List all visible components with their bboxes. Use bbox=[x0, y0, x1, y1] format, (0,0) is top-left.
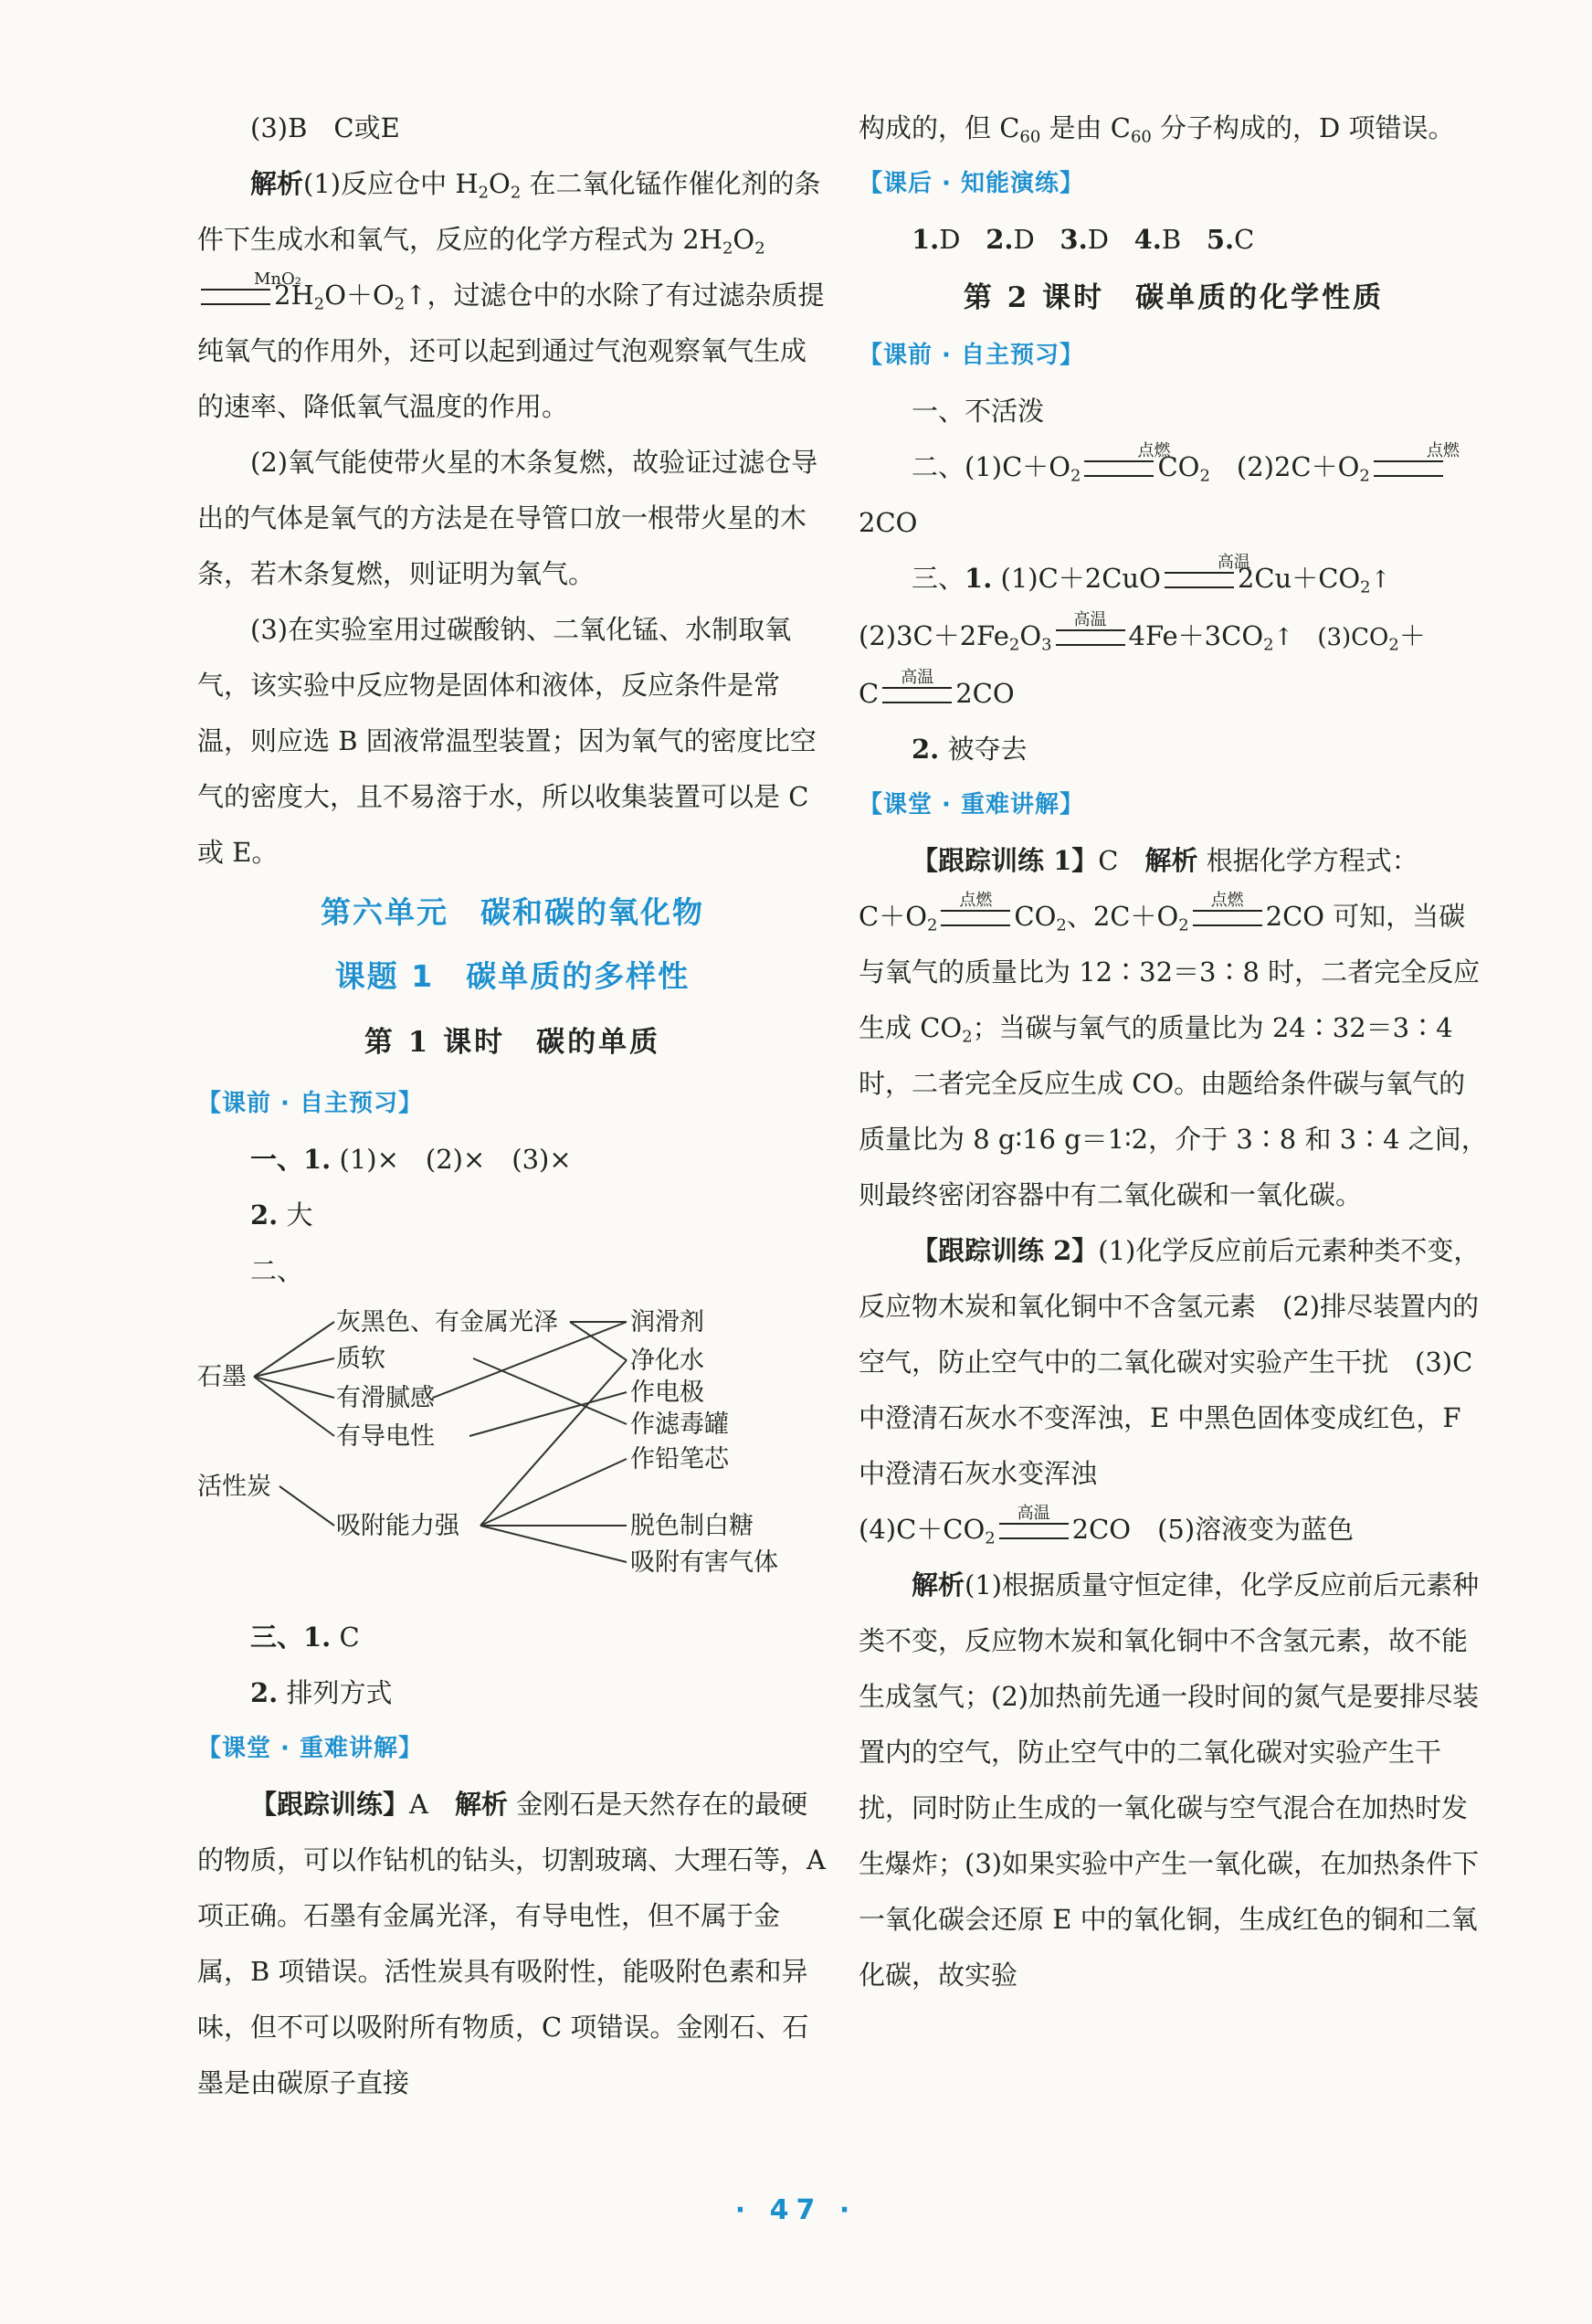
reaction-condition: MnO₂ bbox=[201, 289, 270, 305]
answer-line: $(2)3C+2Fe_2O_3$ 高温 $4Fe+3CO_2↑$ $(3)CO_2+$ bbox=[859, 610, 1426, 655]
tracking-exercise: 【跟踪训练 2】(1)化学反应前后元素种类不变，反应物木炭和氧化铜中不含氢元素 (2)排尽装置内的空气，防止空气中的二氧化碳对实验产生干扰 (3)C 中澄清石灰水不变浑浊，E 中黑色固体变成红色，F 中澄清石灰水变浑浊 bbox=[859, 1235, 1481, 1489]
analysis-paragraph: (3)在实验室用过碳酸钠、二氧化锰、水制取氧气，该实验中反应物是固体和液体，反应条件是常温，则应选 B 固液常温型装置；因为氧气的密度比空气的密度大，且不易溶于水，所以收集装置可以是 C 或 E。 bbox=[197, 614, 817, 868]
analysis-paragraph: 解析(1)根据质量守恒定律，化学反应前后元素种类不变，反应物木炭和氧化铜中不含氢元素，故不能生成氢气；(2)加热前先通一段时间的氮气是要排尽装置内的空气，防止空气中的二氧化碳对实验产生干扰，同时防止生成的一氧化碳与空气混合在加热时发生爆炸；(3)如果实验中产生一氧化碳，在加热条件下一氧化碳会还原 E 中的氧化铜，生成红色的铜和二氧化碳，故实验 bbox=[859, 1569, 1480, 1991]
answer-line: C 高温 2CO bbox=[859, 668, 1015, 709]
diagram-left-item: 活性炭 bbox=[197, 1473, 271, 1501]
diagram-right-item: 作滤毒罐 bbox=[630, 1410, 729, 1439]
analysis-paragraph: (2)氧气能使带火星的木条复燃，故验证过滤仓导出的气体是氧气的方法是在导管口放一根带火星的木条，若木条复燃，则证明为氧气。 bbox=[197, 447, 818, 589]
right-column bbox=[859, 100, 1489, 2003]
diagram-right-item: 润滑剂 bbox=[630, 1308, 704, 1336]
matching-diagram bbox=[197, 1299, 828, 1610]
answer-line: 二、$(1)C+O_2$ 点燃 $CO_2$ $(2)2C+O_2$ 点燃 2CO bbox=[859, 441, 1460, 538]
answer-line: 一、不活泼 bbox=[912, 396, 1045, 427]
lesson-title: 第 1 课时 碳的单质 bbox=[364, 1026, 661, 1059]
tracking-exercise: $C+O_2$ 点燃 $CO_2$、$2C+O_2$ 点燃 2CO 可知，当碳与氧气的质量比为 12∶32＝3∶8 时，二者完全反应生成 $CO_2$；当碳与氧气的质量比为 24∶32＝3∶4 时，二者完全反应生成 CO。由题给条件碳与氧气的质量比为 8 g∶16 g＝1∶2，介于 3∶8 和 3∶4 之间，则最终密闭容器中有二氧化碳和一氧化碳。 bbox=[859, 891, 1488, 1210]
answer-line: 2. 排列方式 bbox=[250, 1677, 393, 1708]
diagram-right-item: 作电极 bbox=[630, 1379, 704, 1407]
page-number: · 47 · bbox=[734, 2194, 858, 2226]
topic-title: 课题 1 碳单质的多样性 bbox=[334, 958, 691, 994]
unit-title: 第六单元 碳和碳的氧化物 bbox=[321, 894, 704, 930]
diagram-right-item: 净化水 bbox=[630, 1347, 704, 1375]
analysis-paragraph: 解析(1)反应仓中 $H_2O_2$ 在二氧化锰作催化剂的条件下生成水和氧气，反应的化学方程式为 $2H_2O_2$ MnO₂ $2H_2O+O_2↑$，过滤仓中的水除了有过滤杂质提纯氧气的作用外，还可以起到通过气泡观察氧气生成的速率、降低氧气温度的作用。 bbox=[197, 168, 825, 422]
answer-line: 三、1. C bbox=[250, 1622, 360, 1653]
section-tag: 【课堂 · 重难讲解】 bbox=[197, 1735, 423, 1762]
answer-line: 一、1. (1)× (2)× (3)× bbox=[250, 1144, 572, 1175]
answer-line: 2. 大 bbox=[250, 1199, 313, 1231]
diagram-middle-item: 有导电性 bbox=[336, 1422, 435, 1451]
diagram-middle-item: 有滑腻感 bbox=[336, 1384, 435, 1412]
lesson-title: 第 2 课时 碳单质的化学性质 bbox=[963, 281, 1385, 314]
diagram-middle-item: 质软 bbox=[336, 1345, 385, 1373]
answer-line: 三、1. (1)C＋2CuO 高温 $2Cu+CO_2↑$ bbox=[912, 553, 1391, 597]
answer-line: $(4)C+CO_2$ 高温 2CO (5)溶液变为蓝色 bbox=[859, 1504, 1355, 1548]
left-column bbox=[197, 100, 828, 2111]
diagram-middle-item: 吸附能力强 bbox=[336, 1512, 459, 1540]
diagram-right-item: 脱色制白糖 bbox=[630, 1512, 754, 1540]
section-tag: 【课堂 · 重难讲解】 bbox=[859, 791, 1084, 819]
diagram-right-item: 作铅笔芯 bbox=[630, 1445, 729, 1474]
section-tag: 【课后 · 知能演练】 bbox=[859, 170, 1084, 197]
answer-line: 2. 被夺去 bbox=[912, 734, 1028, 765]
answer-key: 1.D 2.D 3.D 4.B 5.C bbox=[912, 224, 1255, 255]
diagram-middle-item: 灰黑色、有金属光泽 bbox=[336, 1308, 558, 1336]
answer-line: 二、 bbox=[250, 1255, 304, 1286]
analysis-paragraph: 构成的，但 $C_{60}$ 是由 $C_{60}$ 分子构成的，D 项错误。 bbox=[859, 112, 1455, 147]
diagram-left-item: 石墨 bbox=[197, 1363, 247, 1391]
analysis-label: 解析 bbox=[250, 168, 304, 199]
tracking-exercise: 【跟踪训练】A 解析 金刚石是天然存在的最硬的物质，可以作钻机的钻头，切割玻璃、大理石等，A 项正确。石墨有金属光泽，有导电性，但不属于金属，B 项错误。活性炭具有吸附性，能吸附色素和异味，但不可以吸附所有物质，C 项错误。金刚石、石墨是由碳原子直接 bbox=[197, 1789, 826, 2098]
diagram-right-item: 吸附有害气体 bbox=[630, 1548, 778, 1577]
section-tag: 【课前 · 自主预习】 bbox=[859, 342, 1084, 369]
section-tag: 【课前 · 自主预习】 bbox=[197, 1090, 423, 1117]
answer-line: (3)B C或E bbox=[250, 112, 400, 143]
tracking-exercise: 【跟踪训练 1】C 解析 根据化学方程式： bbox=[912, 845, 1418, 876]
